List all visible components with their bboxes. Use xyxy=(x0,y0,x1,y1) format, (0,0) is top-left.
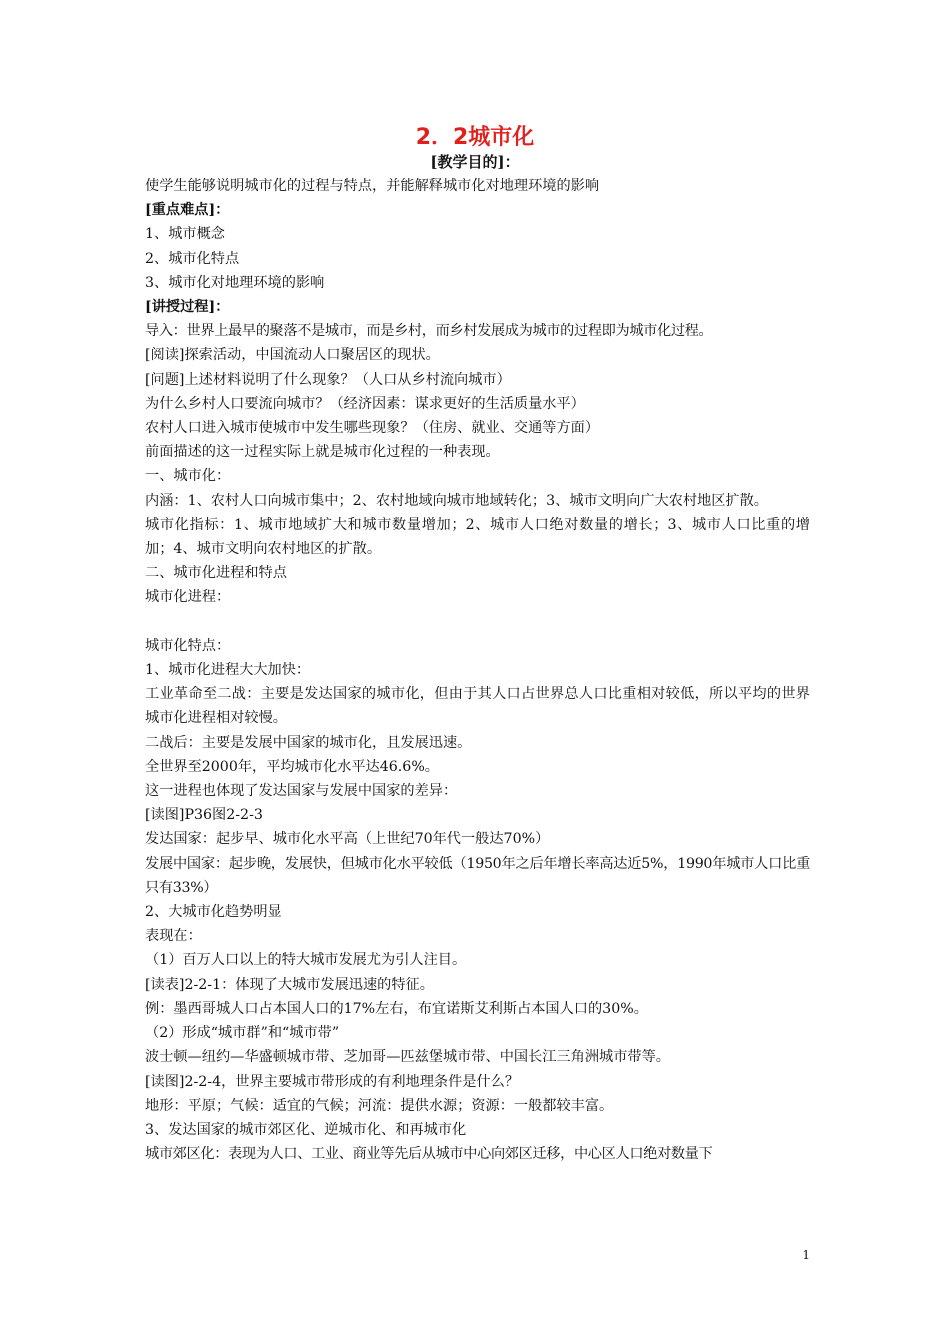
industrial-revolution-paragraph: 工业革命至二战：主要是发达国家的城市化，但由于其人口占世界总人口比重相对较低，所以平均的世界城市化进程相对较慢。 xyxy=(145,686,810,727)
features-label: 城市化特点： xyxy=(145,637,231,654)
city-belts-text: 波士顿—纽约—华盛顿城市带、芝加哥—匹兹堡城市带、中国长江三角洲城市带等。 xyxy=(145,1049,670,1066)
key-point-1: 1、城市概念 xyxy=(145,226,225,243)
table-reference: [读表]2-2-1：体现了大城市发展迅速的特征。 xyxy=(145,976,434,993)
difference-text: 这一进程也体现了发达国家与发展中国家的差异： xyxy=(145,783,458,800)
developing-countries-paragraph: 发展中国家：起步晚，发展快，但城市化水平较低（1950年之后年增长率高达近5%，1990年城市人口比重只有33%） xyxy=(145,855,810,896)
feature-3-heading: 3、发达国家的城市郊区化、逆城市化、和再城市化 xyxy=(145,1121,467,1138)
page-number: 1 xyxy=(802,1248,810,1262)
post-war-text: 二战后：主要是发展中国家的城市化，且发展迅速。 xyxy=(145,734,472,751)
objective-text: 使学生能够说明城市化的过程与特点，并能解释城市化对地理环境的影响 xyxy=(145,178,600,194)
section-heading-key-points: [重点难点]： xyxy=(145,202,230,219)
figure-question: [读图]2-2-4，世界主要城市带形成的有利地理条件是什么？ xyxy=(145,1073,520,1090)
section-heading-objectives: [教学目的]： xyxy=(430,153,520,171)
key-point-2: 2、城市化特点 xyxy=(145,250,240,267)
question-3: 农村人口进入城市使城市中发生哪些现象？（住房、就业、交通等方面） xyxy=(145,420,600,437)
manifestation-label: 表现在： xyxy=(145,928,202,945)
question-2: 为什么乡村人口要流向城市？（经济因素：谋求更好的生活质量水平） xyxy=(145,395,585,412)
connotation-paragraph: 内涵：1、农村人口向城市集中；2、农村地域向城市地域转化；3、城市文明向广大农村地区扩散。 xyxy=(145,492,768,509)
world-level-text: 全世界至2000年，平均城市化水平达46.6%。 xyxy=(145,758,439,775)
process-label: 城市化进程： xyxy=(145,589,231,606)
developed-countries-text: 发达国家：起步早、城市化水平高（上世纪70年代一般达70%） xyxy=(145,831,550,848)
heading-urbanization: 一、城市化： xyxy=(145,468,231,485)
conditions-text: 地形：平原；气候：适宜的气候；河流：提供水源；资源：一般都较丰富。 xyxy=(145,1097,614,1114)
question-1: [问题]上述材料说明了什么现象？（人口从乡村流向城市） xyxy=(145,371,511,388)
manifestation-1: （1）百万人口以上的特大城市发展尤为引人注目。 xyxy=(145,952,467,969)
document-body xyxy=(145,174,810,1166)
feature-2-heading: 2、大城市化趋势明显 xyxy=(145,904,282,921)
indicator-paragraph: 城市化指标：1、城市地域扩大和城市数量增加；2、城市人口绝对数量的增长；3、城市人口比重的增加；4、城市文明向农村地区的扩散。 xyxy=(145,516,810,558)
heading-process-features: 二、城市化进程和特点 xyxy=(145,565,287,582)
summary-text: 前面描述的这一过程实际上就是城市化过程的一种表现。 xyxy=(145,444,500,461)
reading-note: [阅读]探索活动，中国流动人口聚居区的现状。 xyxy=(145,347,440,364)
manifestation-2: （2）形成“城市群”和“城市带” xyxy=(145,1025,340,1042)
section-heading-process: [讲授过程]： xyxy=(145,299,230,316)
feature-1-heading: 1、城市化进程大大加快： xyxy=(145,662,311,679)
intro-paragraph: 导入：世界上最早的聚落不是城市，而是乡村，而乡村发展成为城市的过程即为城市化过程。 xyxy=(145,323,713,340)
example-text: 例：墨西哥城人口占本国人口的17%左右，布宜诺斯艾利斯占本国人口的30%。 xyxy=(145,1000,648,1017)
figure-reference: [读图]P36图2-2-3 xyxy=(145,807,263,824)
key-point-3: 3、城市化对地理环境的影响 xyxy=(145,274,325,291)
blank-line xyxy=(145,610,810,634)
page-title: 2．2城市化 xyxy=(415,125,535,150)
suburbanization-text: 城市郊区化：表现为人口、工业、商业等先后从城市中心向郊区迁移，中心区人口绝对数量下 xyxy=(145,1146,713,1163)
